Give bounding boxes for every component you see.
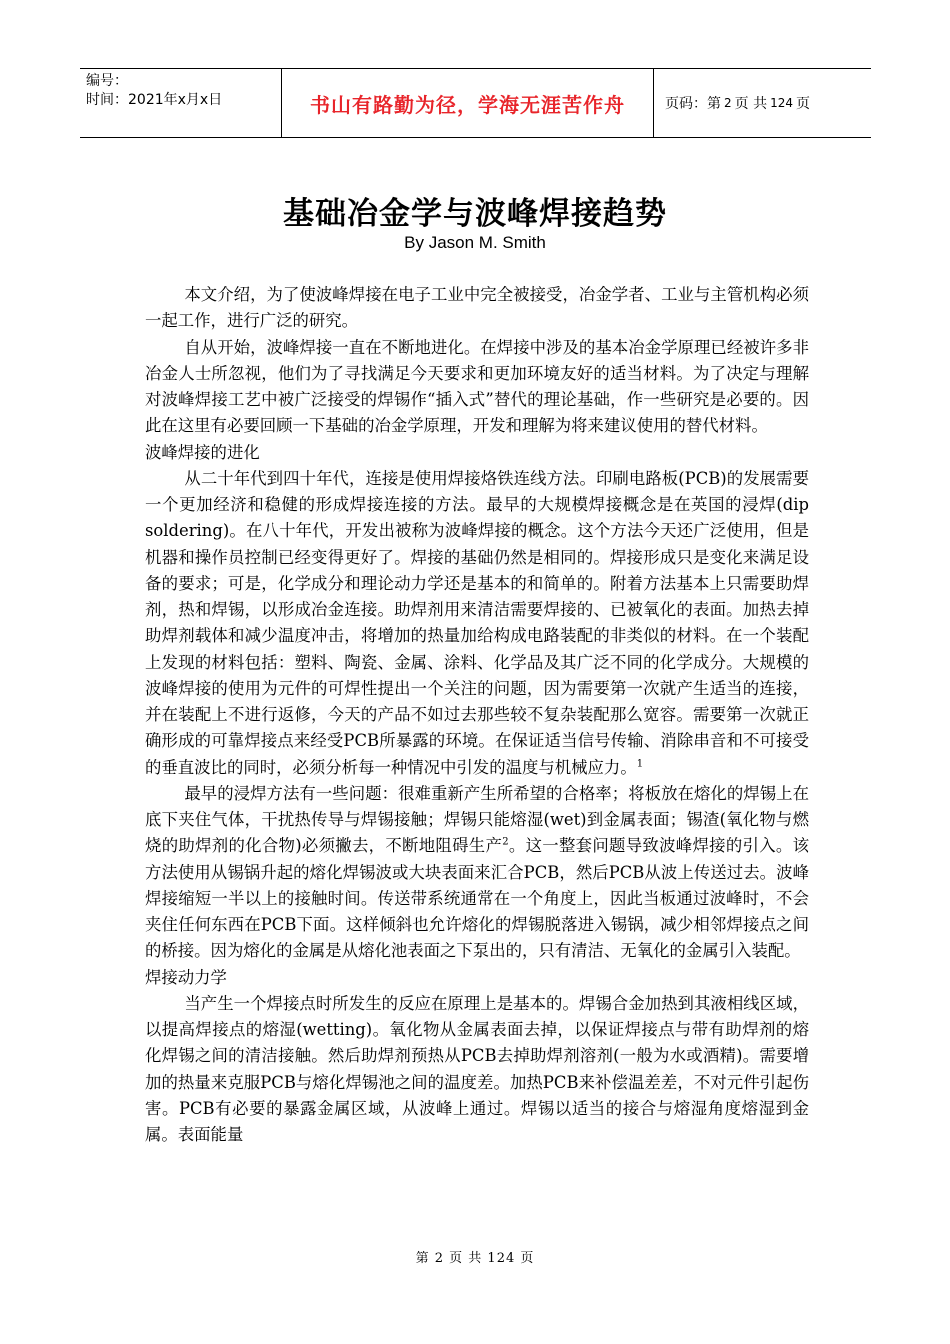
paragraph-kinetics: 当产生一个焊接点时所发生的反应在原理上是基本的。焊锡合金加热到其液相线区域，以提高焊接点的熔湿(wetting)。氧化物从金属表面去掉，以保证焊接点与带有助焊剂的熔化焊锡之间的清洁接触。然后助焊剂预热从PCB去掉助焊剂溶剂(一般为水或酒精)。需要增加的热量来克服PCB与熔化焊锡池之间的温度差。加热PCB来补偿温差差，不对元件引起伤害。PCB有必要的暴露金属区域，从波峰上通过。焊锡以适当的接合与熔湿角度熔湿到金属。表面能量: [145, 993, 809, 1144]
page-header: [80, 68, 871, 138]
document-title: 基础冶金学与波峰焊接趋势: [283, 196, 667, 232]
page-current: 2: [724, 96, 732, 110]
paragraph-evolution-text: 从二十年代到四十年代，连接是使用焊接烙铁连线方法。印刷电路板(PCB)的发展需要一个更加经济和稳健的形成焊接连接的方法。最早的大规模焊接概念是在英国的浸焊(dip soldering)。在八十年代，开发出被称为波峰焊接的概念。这个方法今天还广泛使用，但是机器和操作员控制已经变得更好了。焊接的基础仍然是相同的。焊接形成只是变化来满足设备的要求；可是，化学成分和理论动力学还是基本的和简单的。附着方法基本上只需要助焊剂，热和焊锡，以形成冶金连接。助焊剂用来清洁需要焊接的、已被氧化的表面。加热去掉助焊剂载体和减少温度冲击，将增加的热量加给构成电路装配的非类似的材料。在一个装配上发现的材料包括：塑料、陶瓷、金属、涂料、化学品及其广泛不同的化学成分。大规模的波峰焊接的使用为元件的可焊性提出一个关注的问题，因为需要第一次就产生适当的连接，并在装配上不进行返修，今天的产品不如过去那些较不复杂装配那么宽容。需要第一次就正确形成的可靠焊接点来经受PCB所暴露的环境。在保证适当信号传输、消除串音和不可接受的垂直波比的同时，必须分析每一种情况中引发的温度与机械应力。: [145, 468, 809, 777]
page-mid: 页 共: [734, 96, 768, 112]
paragraph-dip-soldering: [145, 781, 809, 965]
page-suffix: 页: [796, 96, 810, 112]
document-body: [145, 282, 809, 1148]
paragraph-dip-soldering-text-a: 最早的浸焊方法有一些问题：很难重新产生所希望的合格率；将板放在熔化的焊锡上在底下夹住气体，干扰热传导与焊锡接触；焊锡只能熔湿(wet)到金属表面；锡渣(氧化物与燃烧的助焊剂的化合物)必须撇去，不断地阻碍生产: [145, 783, 809, 856]
doc-code-label: 编号：: [86, 73, 128, 89]
footnote-marker-1: 1: [636, 758, 644, 770]
doc-date-label: 时间：2021年x月x日: [86, 92, 223, 108]
paragraph-evolution: [145, 466, 809, 781]
section-heading-evolution: 波峰焊接的进化: [145, 442, 260, 462]
paragraph-dip-soldering-text-b: 。这一整套问题导致波峰焊接的引入。该方法使用从锡锅升起的熔化焊锡波或大块表面来汇合PCB，然后PCB从波上传送过去。波峰焊接缩短一半以上的接触时间。传送带系统通常在一个角度上，因此当板通过波峰时，不会夹住任何东西在PCB下面。这样倾斜也允许熔化的焊锡脱落进入锡锅，减少相邻焊接点之间的桥接。因为熔化的金属是从熔化池表面之下泵出的，只有清洁、无氧化的金属引入装配。: [145, 836, 810, 961]
paragraph-intro: 本文介绍，为了使波峰焊接在电子工业中完全被接受，冶金学者、工业与主管机构必须一起工作，进行广泛的研究。: [145, 285, 809, 331]
document-byline: By Jason M. Smith: [404, 233, 546, 252]
footnote-marker-2: 2: [502, 836, 509, 848]
header-meta: [80, 69, 282, 137]
page-prefix: 页码：第: [665, 96, 721, 112]
header-page-info: [654, 69, 871, 137]
page-footer: 第 2 页 共 124 页: [415, 1251, 535, 1266]
page-total: 124: [770, 96, 793, 110]
section-heading-kinetics: 焊接动力学: [145, 967, 227, 987]
paragraph-background: 自从开始，波峰焊接一直在不断地进化。在焊接中涉及的基本冶金学原理已经被许多非冶金人士所忽视，他们为了寻找满足今天要求和更加环境友好的适当材料。为了决定与理解对波峰焊接工艺中被广泛接受的焊锡作“插入式”替代的理论基础，作一些研究是必要的。因此在这里有必要回顾一下基础的冶金学原理，开发和理解为将来建议使用的替代材料。: [145, 337, 809, 436]
header-motto: 书山有路勤为径，学海无涯苦作舟: [282, 69, 654, 137]
